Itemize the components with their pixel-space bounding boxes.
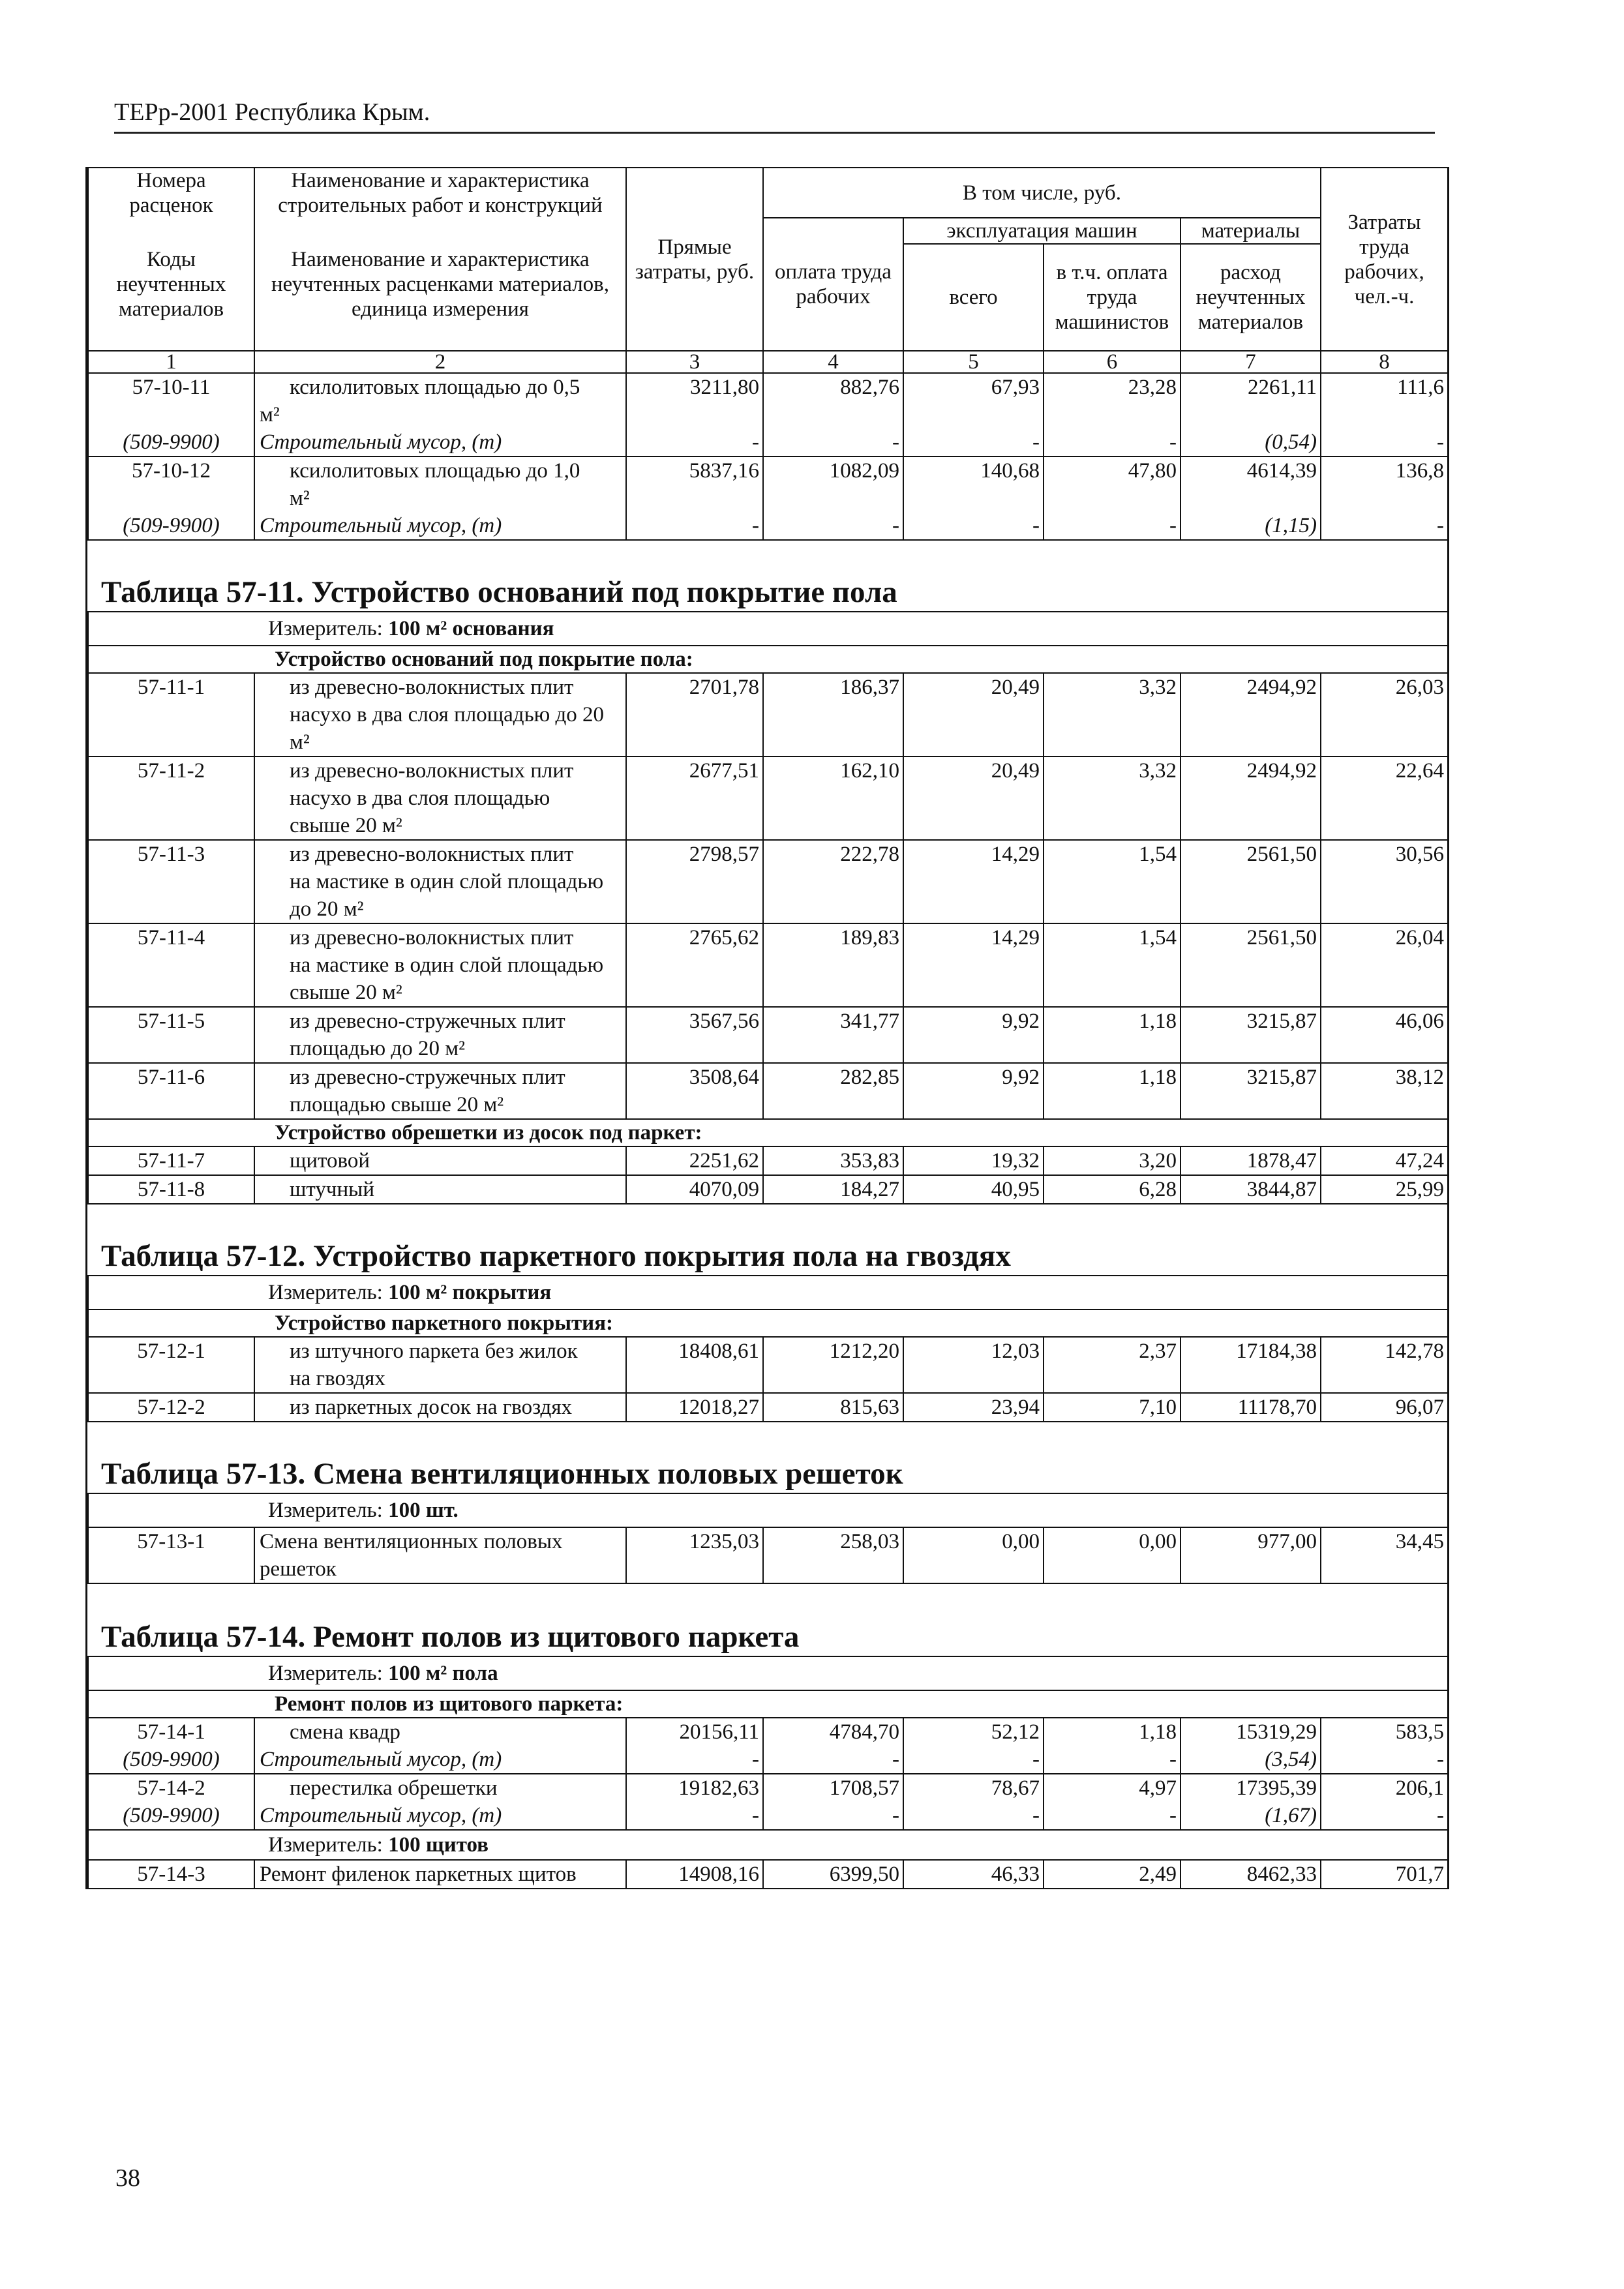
- materials-cost: 1878,47: [1180, 1146, 1321, 1175]
- materials-cost: 2561,50: [1180, 840, 1321, 923]
- rate-name: ксилолитовых площадью до 1,0 м²: [254, 456, 626, 512]
- waste-amount: (1,67): [1180, 1802, 1321, 1830]
- waste-amount: (1,15): [1180, 512, 1321, 540]
- direct-cost: 3211,80: [626, 373, 763, 428]
- labor-hours: 25,99: [1321, 1175, 1448, 1204]
- table-row: [88, 923, 1448, 1007]
- table-row: [88, 756, 1448, 840]
- group-heading: Устройство оснований под покрытие пола:: [88, 646, 1448, 673]
- rate-code: 57-11-2: [88, 756, 254, 840]
- table-title: Таблица 57-14. Ремонт полов из щитового паркета: [88, 1583, 1448, 1656]
- header-rule: [114, 132, 1435, 134]
- labor-hours: 583,5: [1321, 1718, 1448, 1746]
- machinist-pay: 3,32: [1044, 673, 1180, 756]
- labor-pay: 882,76: [763, 373, 903, 428]
- measure-line: Измеритель: 100 м² пола: [88, 1656, 1448, 1690]
- machinist-pay: 1,18: [1044, 1718, 1180, 1746]
- dash: -: [626, 512, 763, 540]
- direct-cost: 12018,27: [626, 1393, 763, 1422]
- measure-line: Измеритель: 100 шт.: [88, 1493, 1448, 1527]
- dash: -: [1044, 428, 1180, 456]
- machinist-pay: 47,80: [1044, 456, 1180, 512]
- rate-name: из паркетных досок на гвоздях: [254, 1393, 626, 1422]
- direct-cost: 5837,16: [626, 456, 763, 512]
- machinist-pay: 2,37: [1044, 1337, 1180, 1393]
- col-number: 4: [763, 351, 903, 373]
- rate-name: из древесно-стружечных плит площадью свыше 20 м²: [254, 1063, 626, 1119]
- dash: -: [626, 428, 763, 456]
- labor-pay: 162,10: [763, 756, 903, 840]
- dash: -: [1044, 1746, 1180, 1774]
- labor-pay: 341,77: [763, 1007, 903, 1063]
- rates-table: [87, 167, 1449, 1889]
- waste-name: Строительный мусор, (т): [254, 1746, 626, 1774]
- dash: -: [763, 1746, 903, 1774]
- machinist-pay: 3,32: [1044, 756, 1180, 840]
- measure-line: Измеритель: 100 щитов: [88, 1830, 1448, 1860]
- direct-cost: 19182,63: [626, 1774, 763, 1802]
- table-row: [88, 1527, 1448, 1583]
- direct-cost: 2798,57: [626, 840, 763, 923]
- col-name-alt-header: Наименование и характеристика неучтенных расценками материалов, единица измерения: [254, 218, 626, 351]
- dash: -: [1321, 428, 1448, 456]
- rate-code: 57-11-6: [88, 1063, 254, 1119]
- labor-hours: 142,78: [1321, 1337, 1448, 1393]
- table-title: Таблица 57-13. Смена вентиляционных половых решеток: [88, 1422, 1448, 1493]
- machinist-pay: 1,18: [1044, 1063, 1180, 1119]
- machines-total: 14,29: [903, 923, 1044, 1007]
- rate-code: 57-11-5: [88, 1007, 254, 1063]
- rate-name: щитовой: [254, 1146, 626, 1175]
- rate-name: из древесно-волокнистых плит насухо в два слоя площадью свыше 20 м²: [254, 756, 626, 840]
- table-row: [88, 456, 1448, 512]
- table-row: [88, 1860, 1448, 1889]
- labor-hours: 47,24: [1321, 1146, 1448, 1175]
- labor-hours: 26,04: [1321, 923, 1448, 1007]
- table-row: [88, 1063, 1448, 1119]
- labor-pay: 1082,09: [763, 456, 903, 512]
- machines-total: 9,92: [903, 1063, 1044, 1119]
- col-incl-header: В том числе, руб.: [763, 168, 1321, 218]
- rate-code: 57-14-3: [88, 1860, 254, 1889]
- table-row: [88, 1718, 1448, 1746]
- document-header: ТЕРр-2001 Республика Крым.: [114, 98, 430, 126]
- machines-total: 12,03: [903, 1337, 1044, 1393]
- dash: -: [903, 1802, 1044, 1830]
- col-number: 5: [903, 351, 1044, 373]
- materials-cost: 2494,92: [1180, 756, 1321, 840]
- direct-cost: 2677,51: [626, 756, 763, 840]
- machinist-pay: 0,00: [1044, 1527, 1180, 1583]
- col-number: 7: [1180, 351, 1321, 373]
- machinist-pay: 1,54: [1044, 923, 1180, 1007]
- waste-name: Строительный мусор, (т): [254, 1802, 626, 1830]
- labor-pay: 222,78: [763, 840, 903, 923]
- machines-total: 52,12: [903, 1718, 1044, 1746]
- labor-pay: 815,63: [763, 1393, 903, 1422]
- waste-name: Строительный мусор, (т): [254, 428, 626, 456]
- machinist-pay: 7,10: [1044, 1393, 1180, 1422]
- dash: -: [626, 1746, 763, 1774]
- group-heading: Устройство обрешетки из досок под паркет:: [88, 1119, 1448, 1146]
- dash: -: [626, 1802, 763, 1830]
- rate-code: 57-11-1: [88, 673, 254, 756]
- direct-cost: 2251,62: [626, 1146, 763, 1175]
- labor-pay: 4784,70: [763, 1718, 903, 1746]
- machines-total: 20,49: [903, 673, 1044, 756]
- waste-amount: (0,54): [1180, 428, 1321, 456]
- labor-hours: 111,6: [1321, 373, 1448, 428]
- labor-hours: 701,7: [1321, 1860, 1448, 1889]
- col-labor-pay-header: оплата труда рабочих: [763, 218, 903, 351]
- direct-cost: 2701,78: [626, 673, 763, 756]
- labor-hours: 34,45: [1321, 1527, 1448, 1583]
- col-machines-header: эксплуатация машин: [903, 218, 1180, 244]
- labor-pay: 282,85: [763, 1063, 903, 1119]
- rate-code: 57-10-11: [88, 373, 254, 428]
- direct-cost: 3508,64: [626, 1063, 763, 1119]
- machines-total: 20,49: [903, 756, 1044, 840]
- table-row: [88, 1393, 1448, 1422]
- waste-row: [88, 1802, 1448, 1830]
- direct-cost: 3567,56: [626, 1007, 763, 1063]
- waste-row: [88, 428, 1448, 456]
- rate-code: 57-14-1: [88, 1718, 254, 1746]
- rate-code: 57-11-7: [88, 1146, 254, 1175]
- materials-cost: 2261,11: [1180, 373, 1321, 428]
- table-row: [88, 840, 1448, 923]
- direct-cost: 2765,62: [626, 923, 763, 1007]
- direct-cost: 14908,16: [626, 1860, 763, 1889]
- labor-hours: 26,03: [1321, 673, 1448, 756]
- labor-pay: 353,83: [763, 1146, 903, 1175]
- dash: -: [903, 428, 1044, 456]
- col-number: 3: [626, 351, 763, 373]
- rate-code: 57-12-2: [88, 1393, 254, 1422]
- dash: -: [763, 1802, 903, 1830]
- col-number: 8: [1321, 351, 1448, 373]
- table-row: [88, 373, 1448, 428]
- col-labor-cost-header: Затраты труда рабочих, чел.-ч.: [1321, 168, 1448, 351]
- machines-total: 9,92: [903, 1007, 1044, 1063]
- rate-name: из штучного паркета без жилок на гвоздях: [254, 1337, 626, 1393]
- measure-line: Измеритель: 100 м² основания: [88, 612, 1448, 646]
- rate-code: 57-11-8: [88, 1175, 254, 1204]
- dash: -: [763, 512, 903, 540]
- group-heading: Устройство паркетного покрытия:: [88, 1309, 1448, 1337]
- dash: -: [763, 428, 903, 456]
- materials-cost: 3215,87: [1180, 1007, 1321, 1063]
- group-heading: Ремонт полов из щитового паркета:: [88, 1690, 1448, 1718]
- direct-cost: 4070,09: [626, 1175, 763, 1204]
- dash: -: [903, 1746, 1044, 1774]
- machines-total: 19,32: [903, 1146, 1044, 1175]
- rate-code: 57-10-12: [88, 456, 254, 512]
- rate-name: из древесно-волокнистых плит насухо в два слоя площадью до 20 м²: [254, 673, 626, 756]
- rate-name: смена квадр: [254, 1718, 626, 1746]
- labor-hours: 96,07: [1321, 1393, 1448, 1422]
- dash: -: [1044, 1802, 1180, 1830]
- machines-total: 0,00: [903, 1527, 1044, 1583]
- table-row: [88, 1175, 1448, 1204]
- rate-name: штучный: [254, 1175, 626, 1204]
- materials-cost: 977,00: [1180, 1527, 1321, 1583]
- labor-pay: 1708,57: [763, 1774, 903, 1802]
- waste-name: Строительный мусор, (т): [254, 512, 626, 540]
- waste-code: (509-9900): [88, 1802, 254, 1830]
- table-row: [88, 1146, 1448, 1175]
- materials-cost: 17184,38: [1180, 1337, 1321, 1393]
- materials-cost: 3844,87: [1180, 1175, 1321, 1204]
- rate-code: 57-12-1: [88, 1337, 254, 1393]
- table-row: [88, 1007, 1448, 1063]
- col-mach-incl-header: в т.ч. оплата труда машинистов: [1044, 244, 1180, 351]
- materials-cost: 3215,87: [1180, 1063, 1321, 1119]
- labor-hours: 22,64: [1321, 756, 1448, 840]
- labor-pay: 1212,20: [763, 1337, 903, 1393]
- waste-row: [88, 1746, 1448, 1774]
- machinist-pay: 23,28: [1044, 373, 1180, 428]
- machines-total: 140,68: [903, 456, 1044, 512]
- col-mat-unaccounted-header: расход неучтенных материалов: [1180, 244, 1321, 351]
- labor-hours: 30,56: [1321, 840, 1448, 923]
- machinist-pay: 1,18: [1044, 1007, 1180, 1063]
- waste-row: [88, 512, 1448, 540]
- col-name-header: Наименование и характеристика строительных работ и конструкций: [254, 168, 626, 218]
- rate-name: Ремонт филенок паркетных щитов: [254, 1860, 626, 1889]
- rate-code: 57-13-1: [88, 1527, 254, 1583]
- machinist-pay: 6,28: [1044, 1175, 1180, 1204]
- materials-cost: 11178,70: [1180, 1393, 1321, 1422]
- col-code-header: Номера расценок: [88, 168, 254, 218]
- rate-code: 57-14-2: [88, 1774, 254, 1802]
- rate-name: Смена вентиляционных половых решеток: [254, 1527, 626, 1583]
- machinist-pay: 3,20: [1044, 1146, 1180, 1175]
- materials-cost: 17395,39: [1180, 1774, 1321, 1802]
- dash: -: [1044, 512, 1180, 540]
- machinist-pay: 4,97: [1044, 1774, 1180, 1802]
- col-code-alt-header: Коды неучтенных материалов: [88, 218, 254, 351]
- materials-cost: 2561,50: [1180, 923, 1321, 1007]
- machines-total: 78,67: [903, 1774, 1044, 1802]
- waste-code: (509-9900): [88, 1746, 254, 1774]
- dash: -: [1321, 1746, 1448, 1774]
- labor-pay: 258,03: [763, 1527, 903, 1583]
- direct-cost: 18408,61: [626, 1337, 763, 1393]
- materials-cost: 2494,92: [1180, 673, 1321, 756]
- labor-hours: 206,1: [1321, 1774, 1448, 1802]
- materials-cost: 15319,29: [1180, 1718, 1321, 1746]
- rates-frame: [85, 167, 1449, 1889]
- machines-total: 23,94: [903, 1393, 1044, 1422]
- rate-name: из древесно-волокнистых плит на мастике в один слой площадью свыше 20 м²: [254, 923, 626, 1007]
- table-row: [88, 673, 1448, 756]
- rate-code: 57-11-4: [88, 923, 254, 1007]
- waste-code: (509-9900): [88, 428, 254, 456]
- waste-code: (509-9900): [88, 512, 254, 540]
- materials-cost: 8462,33: [1180, 1860, 1321, 1889]
- col-mach-total-header: всего: [903, 244, 1044, 351]
- direct-cost: 1235,03: [626, 1527, 763, 1583]
- machines-total: 14,29: [903, 840, 1044, 923]
- rate-name: из древесно-стружечных плит площадью до 20 м²: [254, 1007, 626, 1063]
- labor-pay: 6399,50: [763, 1860, 903, 1889]
- labor-hours: 136,8: [1321, 456, 1448, 512]
- table-row: [88, 1337, 1448, 1393]
- labor-hours: 38,12: [1321, 1063, 1448, 1119]
- machines-total: 67,93: [903, 373, 1044, 428]
- labor-pay: 186,37: [763, 673, 903, 756]
- rate-name: ксилолитовых площадью до 0,5 м²: [254, 373, 626, 428]
- table-row: [88, 1774, 1448, 1802]
- rate-code: 57-11-3: [88, 840, 254, 923]
- measure-line: Измеритель: 100 м² покрытия: [88, 1276, 1448, 1309]
- rate-name: из древесно-волокнистых плит на мастике в один слой площадью до 20 м²: [254, 840, 626, 923]
- table-title: Таблица 57-11. Устройство оснований под покрытие пола: [88, 540, 1448, 612]
- dash: -: [903, 512, 1044, 540]
- labor-hours: 46,06: [1321, 1007, 1448, 1063]
- rate-name: перестилка обрешетки: [254, 1774, 626, 1802]
- waste-amount: (3,54): [1180, 1746, 1321, 1774]
- dash: -: [1321, 1802, 1448, 1830]
- direct-cost: 20156,11: [626, 1718, 763, 1746]
- col-number: 2: [254, 351, 626, 373]
- materials-cost: 4614,39: [1180, 456, 1321, 512]
- labor-pay: 189,83: [763, 923, 903, 1007]
- machines-total: 46,33: [903, 1860, 1044, 1889]
- col-number: 6: [1044, 351, 1180, 373]
- machinist-pay: 1,54: [1044, 840, 1180, 923]
- machinist-pay: 2,49: [1044, 1860, 1180, 1889]
- machines-total: 40,95: [903, 1175, 1044, 1204]
- page-number: 38: [115, 2164, 140, 2192]
- labor-pay: 184,27: [763, 1175, 903, 1204]
- table-title: Таблица 57-12. Устройство паркетного покрытия пола на гвоздях: [88, 1204, 1448, 1276]
- col-direct-header: Прямые затраты, руб.: [626, 168, 763, 351]
- col-materials-header: материалы: [1180, 218, 1321, 244]
- col-number: 1: [88, 351, 254, 373]
- dash: -: [1321, 512, 1448, 540]
